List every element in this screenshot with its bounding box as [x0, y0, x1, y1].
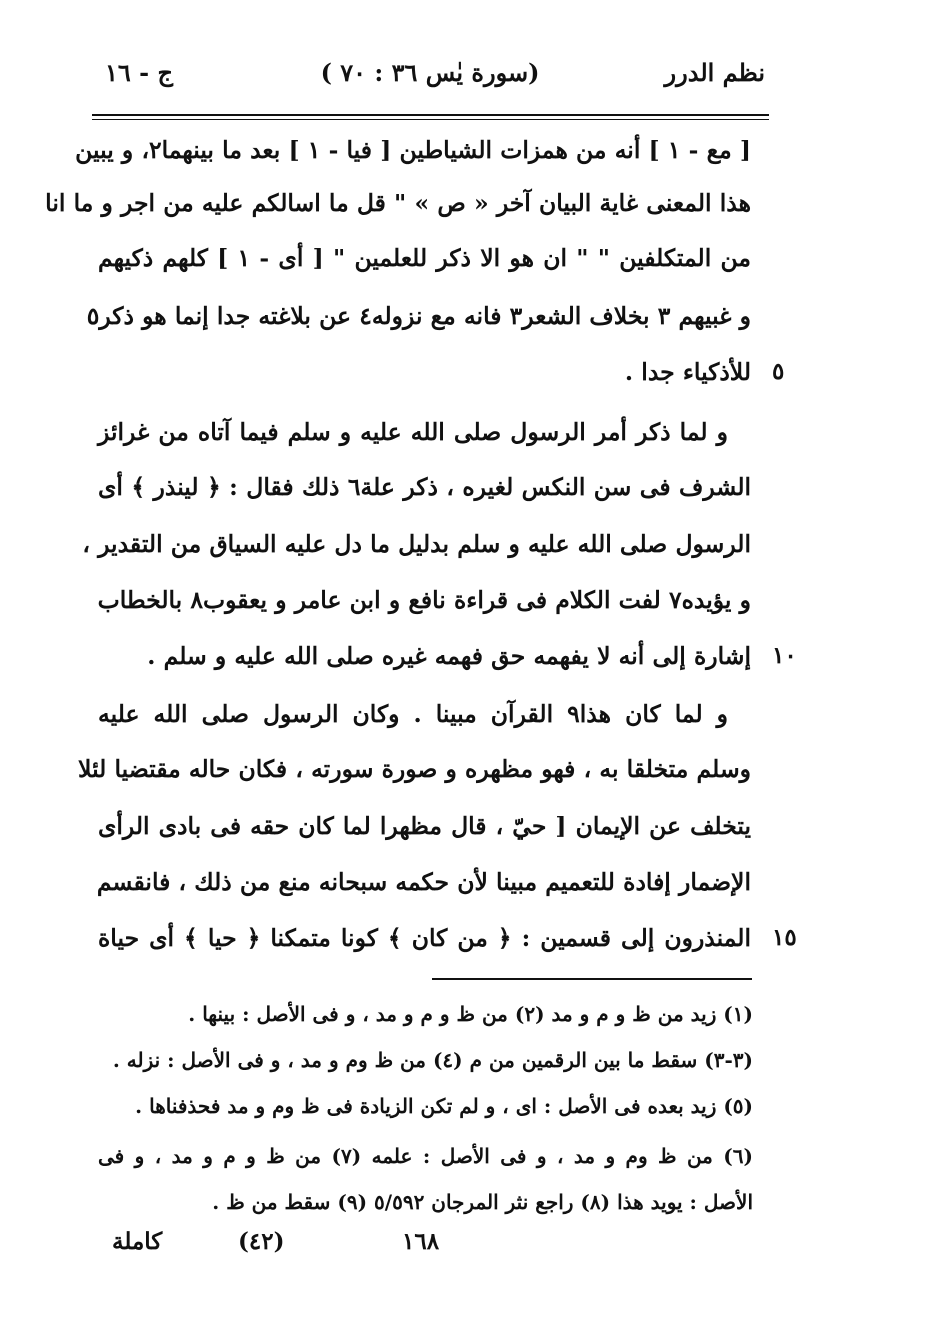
text-line: و غبيهم ٣ بخلاف الشعر٣ فانه مع نزوله٤ عن بلاغته جدا إنما هو ذكر٥	[86, 302, 751, 330]
text-line: هذا المعنى غاية البيان آخر « ص » " قل ما اسالكم عليه من اجر و ما انا	[45, 189, 751, 217]
volume-number: ج - ١٦	[105, 58, 173, 87]
text-line: و لما كان هذا٩ القرآن مبينا . وكان الرسول صلى الله عليه	[98, 700, 728, 728]
text-line: [ مع - ١ ] أنه من همزات الشياطين [ فيا - ١ ] بعد ما بينهما٢، و يبين	[75, 136, 751, 164]
running-title: نظم الدرر	[664, 58, 765, 87]
line-number: ٥	[772, 358, 785, 385]
header-rule	[92, 114, 769, 116]
page-number: ١٦٨	[402, 1228, 440, 1255]
header-rule-thin	[92, 119, 769, 120]
footnote-line: الأصل : يويد هذا (٨) راجع نثر المرجان ٥/٥٩٢ (٩) سقط من ظ .	[212, 1190, 753, 1214]
text-line: إشارة إلى أنه لا يفهمه حق فهمه غيره صلى الله عليه و سلم .	[147, 642, 751, 670]
text-line: للأذكياء جدا .	[624, 358, 751, 386]
page-header	[95, 58, 765, 108]
catchword: كاملة	[112, 1228, 163, 1255]
line-number: ١٥	[772, 924, 797, 951]
text-line: من المتكلفين " " ان هو الا ذكر للعلمين " [ أى - ١ ] كلهم ذكيهم	[98, 244, 751, 272]
footnote-line: (١) زيد من ظ و م و مد (٢) من ظ و م و مد ، و فى الأصل : بينها .	[188, 1002, 753, 1026]
text-line: و يؤيده٧ لفت الكلام فى قراءة نافع و ابن عامر و يعقوب٨ بالخطاب	[97, 586, 751, 614]
surah-reference: (سورة يٰس ٣٦ : ٧٠ )	[320, 58, 540, 87]
signature-mark: (٤٢)	[238, 1228, 285, 1255]
footnote-line: (٣-٣) سقط ما بين الرقمين من م (٤) من ظ وم و مد ، و فى الأصل : نزله .	[112, 1048, 753, 1072]
text-line: المنذرون إلى قسمين : ﴿ من كان ﴾ كونا متمكنا ﴿ حيا ﴾ أى حياة	[98, 924, 751, 952]
text-line: الإضمار إفادة للتعميم مبينا لأن حكمه سبحانه منع من ذلك ، فانقسم	[96, 868, 751, 896]
footnote-line: (٥) زيد بعده فى الأصل : اى ، و لم تكن الزيادة فى ظ وم و مد فحذفناها .	[135, 1094, 753, 1118]
text-line: وسلم متخلقا به ، فهو مظهره و صورة سورته ، فكان حاله مقتضيا لئلا	[78, 755, 751, 783]
text-line: و لما ذكر أمر الرسول صلى الله عليه و سلم فيما آتاه من غرائز	[98, 418, 728, 446]
footnote-rule	[432, 978, 752, 980]
text-line: الشرف فى سن النكس لغيره ، ذكر علة٦ ذلك فقال : ﴿ لينذر ﴾ أى	[98, 473, 752, 501]
text-line: يتخلف عن الإيمان [ حيّ ، قال مظهرا لما كان حقه فى بادى الرأى	[98, 812, 751, 840]
footnote-line: (٦) من ظ وم و مد ، و فى الأصل : علمه (٧) من ظ و م و مد ، و فى	[98, 1144, 753, 1168]
line-number: ١٠	[772, 642, 797, 669]
text-line: الرسول صلى الله عليه و سلم بدليل ما دل عليه السياق من التقدير ،	[82, 530, 751, 558]
